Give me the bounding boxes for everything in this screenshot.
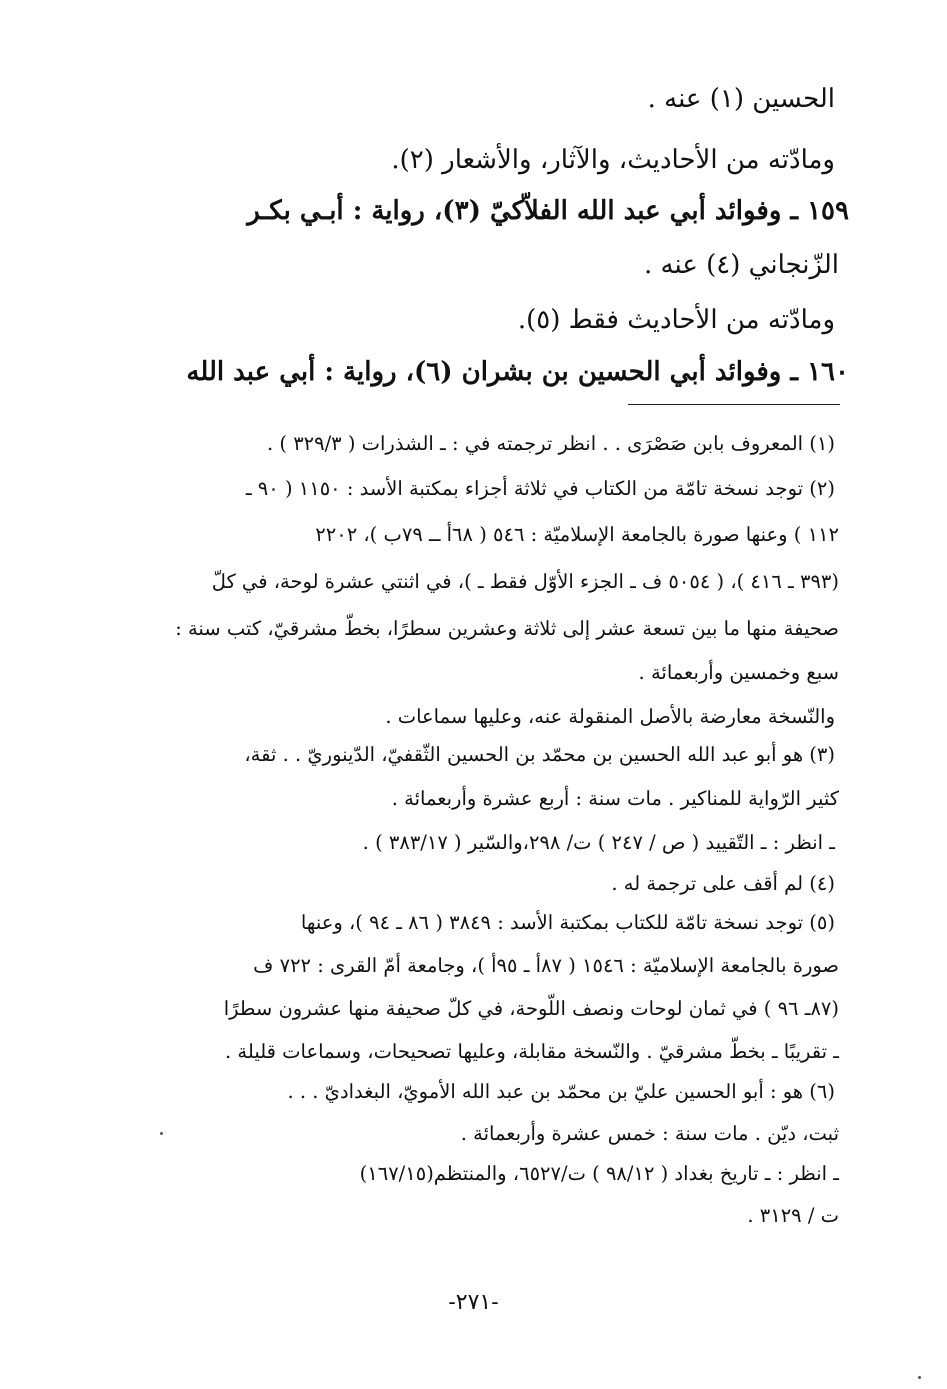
- footnote-divider: [628, 404, 840, 405]
- footnote-line: (٨٧ـ ٩٦ ) في ثمان لوحات ونصف اللّوحة، في كلّ صحيفة منها عشرون سطرًا: [223, 997, 839, 1020]
- page-number: -٢٧١-: [448, 1290, 499, 1315]
- footnote-line: (٦) هو : أبو الحسين عليّ بن محمّد بن عبد الله الأمويّ، البغداديّ . . .: [287, 1080, 835, 1103]
- body-line: ومادّته من الأحاديث فقط (٥).: [517, 305, 835, 335]
- footnote-line: (٤) لم أقف على ترجمة له .: [611, 872, 835, 895]
- footnote-line: ـ تقريبًا ـ بخطّ مشرقيّ . والنّسخة مقابلة، وعليها تصحيحات، وسماعات قليلة .: [225, 1040, 839, 1063]
- body-line: الحسين (١) عنه .: [647, 84, 835, 114]
- body-line: الزّنجاني (٤) عنه .: [644, 250, 839, 280]
- footnote-line: (٣) هو أبو عبد الله الحسين بن محمّد بن الحسين الثّقفيّ، الدّينوريّ . . ثقة،: [244, 743, 835, 766]
- footnote-line: (٢) توجد نسخة تامّة من الكتاب في ثلاثة أجزاء بمكتبة الأسد : ١١٥٠ ( ٩٠ ـ: [245, 477, 835, 500]
- scan-speck: [160, 1132, 163, 1135]
- footnote-line: (١) المعروف بابن صَصْرَى . . انظر ترجمته في : ـ الشذرات ( ٣٢٩/٣ ) .: [266, 432, 835, 455]
- footnote-line: (٣٩٣ ـ ٤١٦ )، ( ٥٠٥٤ ف ـ الجزء الأوّل فقط ـ )، في اثنتي عشرة لوحة، في كلّ: [211, 570, 839, 593]
- footnote-line: صحيفة منها ما بين تسعة عشر إلى ثلاثة وعشرين سطرًا، بخطّ مشرقيّ، كتب سنة :: [175, 617, 839, 640]
- entry-159: ١٥٩ ـ وفوائد أبي عبد الله الفلاّكيّ (٣)، رواية : أبـي بكـر: [247, 196, 849, 226]
- footnote-line: كثير الرّواية للمناكير . مات سنة : أربع عشرة وأربعمائة .: [391, 787, 839, 810]
- scan-speck: [918, 1376, 921, 1379]
- footnote-line: ثبت، ديّن . مات سنة : خمس عشرة وأربعمائة .: [460, 1122, 839, 1145]
- footnote-line: صورة بالجامعة الإسلاميّة : ١٥٤٦ ( ٨٧أ ـ ٩٥أ )، وجامعة أمّ القرى : ٧٢٢ ف: [253, 954, 839, 977]
- footnote-line: ت / ٣١٢٩ .: [747, 1204, 839, 1227]
- footnote-line: والنّسخة معارضة بالأصل المنقولة عنه، وعليها سماعات .: [385, 705, 835, 728]
- footnote-line: ـ انظر : ـ التّقييد ( ص / ٢٤٧ ) ت/ ٢٩٨،والسّير ( ٣٨٣/١٧ ) .: [362, 831, 835, 854]
- footnote-line: ١١٢ ) وعنها صورة بالجامعة الإسلاميّة : ٥٤٦ ( ٦٨أ ــ ٧٩ب )، ٢٢٠٢: [315, 523, 839, 546]
- entry-160: ١٦٠ ـ وفوائد أبي الحسين بن بشران (٦)، رواية : أبي عبد الله: [186, 357, 849, 387]
- footnote-line: سبع وخمسين وأربعمائة .: [638, 661, 839, 684]
- body-line: ومادّته من الأحاديث، والآثار، والأشعار (٢).: [391, 145, 835, 175]
- footnote-line: (٥) توجد نسخة تامّة للكتاب بمكتبة الأسد : ٣٨٤٩ ( ٨٦ ـ ٩٤ )، وعنها: [300, 911, 835, 934]
- footnote-line: ـ انظر : ـ تاريخ بغداد ( ٩٨/١٢ ) ت/٦٥٢٧، والمنتظم(١٦٧/١٥): [359, 1162, 839, 1185]
